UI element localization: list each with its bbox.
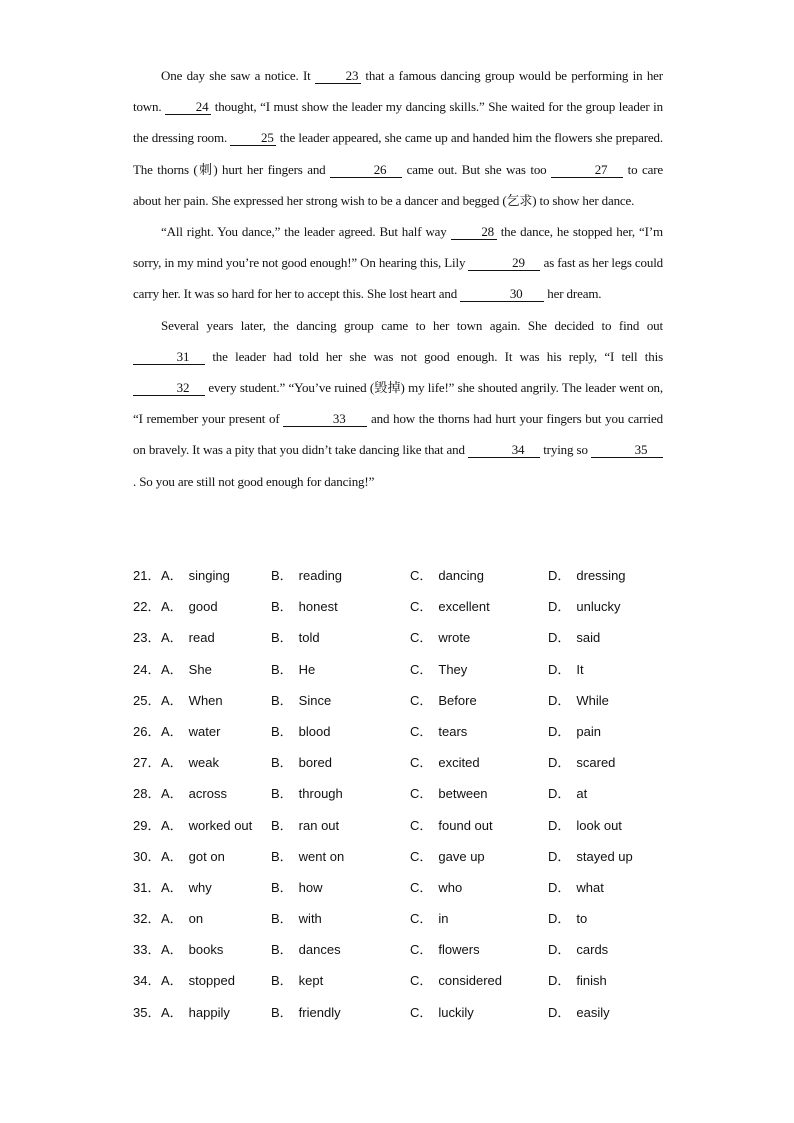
blank-29: 29 [468, 255, 540, 271]
option-letter: C． [410, 661, 433, 677]
option-letter: A． [161, 786, 183, 802]
option-letter: B． [271, 817, 293, 833]
option-letter: A． [161, 755, 183, 771]
option-text: She [188, 661, 212, 677]
option-letter: B． [271, 755, 293, 771]
option-letter: C． [410, 879, 433, 895]
blank-27: 27 [551, 162, 623, 178]
option-letter: A． [161, 568, 183, 583]
option-d[interactable] [548, 716, 601, 747]
option-letter: C． [410, 973, 433, 989]
blank-28: 28 [451, 224, 497, 240]
option-b[interactable] [271, 654, 315, 685]
option-letter: C． [410, 755, 433, 771]
question-number: 31． [133, 879, 161, 895]
option-c[interactable] [410, 560, 484, 591]
option-text: dancing [438, 568, 484, 583]
question-21 [133, 560, 693, 591]
option-a[interactable] [161, 810, 252, 841]
option-text: reading [298, 568, 343, 583]
option-a[interactable] [161, 654, 212, 685]
option-c[interactable] [410, 841, 485, 872]
option-text: considered [438, 973, 502, 989]
option-text: It [576, 661, 584, 677]
option-text: through [298, 786, 343, 802]
question-24 [133, 654, 693, 685]
option-letter: B． [271, 879, 293, 895]
option-c[interactable] [410, 997, 474, 1028]
option-letter: D． [548, 599, 571, 615]
option-a[interactable] [161, 716, 220, 747]
passage-text: the dance, he stopped her, “I’m sorry, in my mind you’re not good enough!” On hearing this, Lily [133, 224, 663, 271]
option-b[interactable] [271, 560, 342, 591]
blank-25: 25 [230, 130, 276, 146]
passage-text: the leader had told her she was not good enough. It was his reply, “I tell this [212, 348, 663, 364]
option-text: honest [298, 599, 338, 615]
option-text: They [438, 661, 468, 677]
option-text: Before [438, 692, 477, 708]
passage-text: to care about her pain. She expressed her strong wish to be a dancer and begged (乞求) to show her dance. [133, 161, 663, 208]
option-a[interactable] [161, 685, 223, 716]
option-letter: B． [271, 723, 293, 739]
question-number: 32． [133, 911, 161, 927]
option-text: stayed up [576, 848, 633, 864]
option-letter: D． [548, 568, 571, 583]
option-text: happily [188, 1004, 230, 1020]
option-letter: D． [548, 786, 571, 802]
option-text: luckily [438, 1004, 474, 1020]
option-text: excited [438, 755, 480, 771]
passage-paragraph-3 [133, 310, 663, 497]
option-text: water [188, 723, 221, 739]
option-c[interactable] [410, 716, 467, 747]
option-text: to [576, 911, 588, 927]
option-text: He [298, 661, 316, 677]
question-31 [133, 872, 693, 903]
option-c[interactable] [410, 591, 490, 622]
option-text: books [188, 942, 224, 958]
question-23 [133, 622, 693, 653]
option-text: what [576, 879, 604, 895]
passage-text: as fast as her legs could carry her. It was so hard for her to accept this. She lost heart and [133, 255, 664, 302]
option-letter: A． [161, 942, 183, 958]
question-29 [133, 810, 693, 841]
question-number: 23． [133, 630, 161, 646]
question-27 [133, 747, 693, 778]
option-b[interactable] [271, 747, 332, 778]
option-b[interactable] [271, 903, 322, 934]
option-letter: D． [548, 1004, 571, 1020]
option-b[interactable] [271, 591, 338, 622]
option-letter: D． [548, 692, 571, 708]
option-text: with [298, 911, 322, 927]
passage-text: the leader appeared, she came up and handed him the flowers she prepared. The thorns (刺) hurt her fingers and [133, 130, 664, 177]
option-d[interactable] [548, 591, 620, 622]
option-b[interactable] [271, 810, 339, 841]
option-letter: C． [410, 911, 433, 927]
option-letter: D． [548, 911, 571, 927]
option-letter: B． [271, 630, 293, 646]
option-letter: D． [548, 661, 571, 677]
option-d[interactable] [548, 872, 604, 903]
option-letter: C． [410, 630, 433, 646]
option-text: While [576, 692, 609, 708]
option-b[interactable] [271, 934, 341, 965]
question-number: 22． [133, 599, 161, 615]
option-letter: C． [410, 817, 433, 833]
option-text: dressing [576, 568, 626, 583]
option-letter: D． [548, 942, 571, 958]
option-text: excellent [438, 599, 490, 615]
option-letter: A． [161, 661, 183, 677]
option-c[interactable] [410, 654, 467, 685]
option-c[interactable] [410, 810, 493, 841]
option-letter: C． [410, 786, 433, 802]
option-text: at [576, 786, 588, 802]
option-d[interactable] [548, 778, 587, 809]
option-c[interactable] [410, 685, 477, 716]
passage-text: . So you are still not good enough for dancing!” [133, 473, 375, 489]
option-c[interactable] [410, 622, 470, 653]
option-letter: C． [410, 568, 433, 583]
passage-text: Several years later, the dancing group came to her town again. She decided to find out [161, 317, 663, 333]
option-letter: C． [410, 599, 433, 615]
option-text: who [438, 879, 463, 895]
option-c[interactable] [410, 965, 502, 996]
option-b[interactable] [271, 622, 320, 653]
option-a[interactable] [161, 622, 215, 653]
option-letter: D． [548, 879, 571, 895]
option-letter: B． [271, 786, 293, 802]
option-d[interactable] [548, 903, 587, 934]
option-letter: C． [410, 692, 433, 708]
passage-paragraph-2 [133, 216, 663, 310]
option-text: Since [298, 692, 332, 708]
option-letter: A． [161, 911, 183, 927]
option-b[interactable] [271, 841, 344, 872]
option-text: went on [298, 848, 345, 864]
option-text: stopped [188, 973, 235, 989]
cloze-passage [133, 60, 663, 497]
option-d[interactable] [548, 560, 626, 591]
question-number: 24． [133, 661, 161, 677]
question-30 [133, 841, 693, 872]
blank-23: 23 [315, 68, 361, 84]
option-text: look out [576, 817, 622, 833]
option-letter: A． [161, 973, 183, 989]
option-d[interactable] [548, 747, 615, 778]
option-d[interactable] [548, 810, 622, 841]
option-b[interactable] [271, 965, 323, 996]
option-letter: B． [271, 599, 293, 615]
passage-text: every student.” “You’ve ruined (毁掉) my life!” she shouted angrily. The leader went on, “I remember your present of [133, 380, 663, 427]
option-a[interactable] [161, 747, 219, 778]
option-a[interactable] [161, 934, 223, 965]
question-number: 35． [133, 1004, 161, 1020]
blank-32: 32 [133, 380, 205, 396]
option-letter: A． [161, 630, 183, 646]
option-text: pain [576, 723, 601, 739]
question-number: 26． [133, 723, 161, 739]
option-letter: B． [271, 692, 293, 708]
question-number: 27． [133, 755, 161, 771]
option-text: dances [298, 942, 341, 958]
option-text: got on [188, 848, 225, 864]
option-text: between [438, 786, 488, 802]
option-text: on [188, 911, 204, 927]
option-letter: B． [271, 942, 293, 958]
option-text: unlucky [576, 599, 621, 615]
option-letter: A． [161, 817, 183, 833]
option-d[interactable] [548, 997, 610, 1028]
question-25 [133, 685, 693, 716]
blank-24: 24 [165, 99, 211, 115]
question-32 [133, 903, 693, 934]
option-letter: B． [271, 568, 293, 583]
option-text: across [188, 786, 227, 802]
option-d[interactable] [548, 622, 600, 653]
option-c[interactable] [410, 934, 480, 965]
option-text: blood [298, 723, 331, 739]
option-letter: D． [548, 630, 571, 646]
option-text: singing [188, 568, 230, 583]
option-c[interactable] [410, 778, 488, 809]
option-c[interactable] [410, 747, 480, 778]
option-a[interactable] [161, 591, 218, 622]
option-text: told [298, 630, 320, 646]
option-letter: D． [548, 755, 571, 771]
option-letter: D． [548, 973, 571, 989]
question-number: 21． [133, 568, 161, 583]
passage-text: One day she saw a notice. It [161, 68, 311, 83]
blank-31: 31 [133, 349, 205, 365]
option-a[interactable] [161, 778, 227, 809]
blank-35: 35 [591, 442, 663, 458]
option-letter: B． [271, 1004, 293, 1020]
option-b[interactable] [271, 997, 341, 1028]
question-number: 33． [133, 942, 161, 958]
option-a[interactable] [161, 997, 230, 1028]
option-letter: A． [161, 599, 183, 615]
option-text: kept [298, 973, 324, 989]
question-33 [133, 934, 693, 965]
option-d[interactable] [548, 685, 609, 716]
option-text: friendly [298, 1004, 341, 1020]
option-text: tears [438, 723, 468, 739]
option-a[interactable] [161, 965, 235, 996]
question-35 [133, 997, 693, 1028]
option-a[interactable] [161, 872, 212, 903]
option-a[interactable] [161, 841, 225, 872]
passage-text: that a famous dancing group would be performing in her town. [133, 68, 663, 115]
option-letter: D． [548, 817, 571, 833]
option-text: wrote [438, 630, 471, 646]
option-letter: A． [161, 848, 183, 864]
blank-26: 26 [330, 162, 402, 178]
option-a[interactable] [161, 560, 230, 591]
option-text: When [188, 692, 223, 708]
option-text: bored [298, 755, 332, 771]
option-text: weak [188, 755, 220, 771]
option-d[interactable] [548, 654, 584, 685]
option-letter: B． [271, 848, 293, 864]
option-letter: A． [161, 723, 183, 739]
question-28 [133, 778, 693, 809]
option-text: worked out [188, 817, 253, 833]
option-text: easily [576, 1004, 610, 1020]
blank-33: 33 [283, 411, 367, 427]
option-b[interactable] [271, 685, 331, 716]
passage-text: trying so [543, 442, 588, 458]
passage-text: came out. But she was too [406, 161, 547, 177]
question-number: 29． [133, 817, 161, 833]
question-22 [133, 591, 693, 622]
option-letter: C． [410, 723, 433, 739]
option-letter: C． [410, 942, 433, 958]
option-b[interactable] [271, 872, 323, 903]
passage-text: and how the thorns had hurt your fingers but you carried on bravely. It was a pity that you didn’t take dancing like that and [133, 411, 663, 458]
option-text: good [188, 599, 218, 615]
option-letter: A． [161, 1004, 183, 1020]
question-number: 25． [133, 692, 161, 708]
option-text: said [576, 630, 601, 646]
question-number: 34． [133, 973, 161, 989]
question-number: 28． [133, 786, 161, 802]
blank-34: 34 [468, 442, 540, 458]
option-text: scared [576, 755, 616, 771]
option-letter: D． [548, 723, 571, 739]
option-text: found out [438, 817, 493, 833]
question-26 [133, 716, 693, 747]
blank-30: 30 [460, 286, 544, 302]
option-d[interactable] [548, 965, 607, 996]
option-text: why [188, 879, 212, 895]
option-a[interactable] [161, 903, 203, 934]
option-b[interactable] [271, 778, 343, 809]
option-c[interactable] [410, 872, 462, 903]
option-letter: B． [271, 911, 293, 927]
question-list [133, 560, 693, 1028]
passage-text: thought, “I must show the leader my dancing skills.” She waited for the group leader in the dressing room. [133, 99, 663, 146]
question-number: 30． [133, 848, 161, 864]
option-letter: A． [161, 879, 183, 895]
option-letter: B． [271, 661, 293, 677]
option-c[interactable] [410, 903, 449, 934]
option-text: in [438, 911, 449, 927]
option-letter: B． [271, 973, 293, 989]
option-letter: C． [410, 848, 433, 864]
option-d[interactable] [548, 934, 608, 965]
option-text: finish [576, 973, 607, 989]
option-letter: D． [548, 848, 571, 864]
option-letter: A． [161, 692, 183, 708]
option-b[interactable] [271, 716, 330, 747]
option-text: read [188, 630, 215, 646]
option-letter: C． [410, 1004, 433, 1020]
option-text: ran out [298, 817, 340, 833]
question-34 [133, 965, 693, 996]
option-d[interactable] [548, 841, 633, 872]
option-text: cards [576, 942, 609, 958]
passage-text: “All right. You dance,” the leader agreed. But half way [161, 224, 447, 240]
option-text: gave up [438, 848, 485, 864]
option-text: flowers [438, 942, 480, 958]
passage-text: her dream. [547, 286, 602, 302]
passage-paragraph-1 [133, 60, 663, 216]
option-text: how [298, 879, 323, 895]
